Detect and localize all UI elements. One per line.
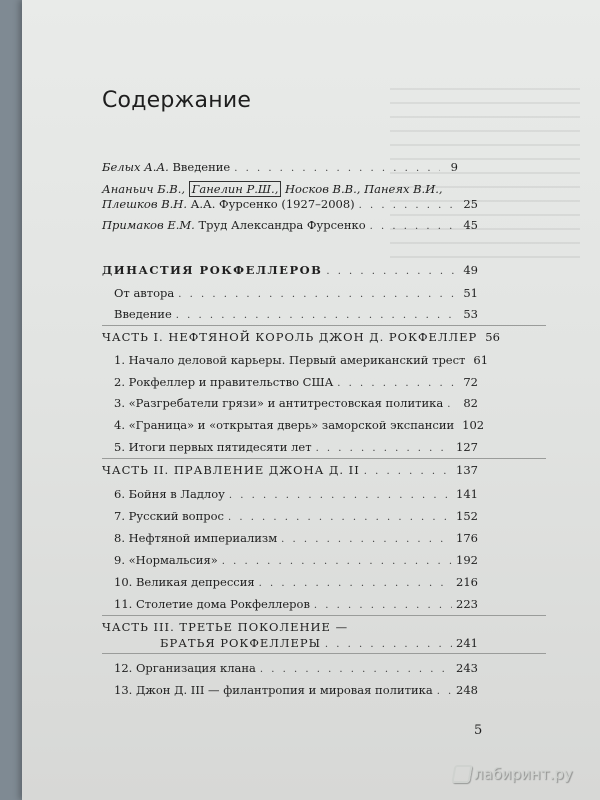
entry-page: 45 bbox=[463, 218, 478, 232]
entry-author: Ананьич Б.В., bbox=[102, 182, 186, 196]
toc-chapter bbox=[114, 440, 478, 456]
entry-author: Плешков В.Н. bbox=[102, 197, 187, 211]
entry-title: Труд Александра Фурсенко bbox=[198, 218, 366, 232]
entry-page: 9 bbox=[450, 160, 458, 174]
chapter-title: 10. Великая депрессия bbox=[114, 575, 255, 589]
toc-entry bbox=[114, 286, 478, 302]
book-title: ДИНАСТИЯ РОКФЕЛЛЕРОВ bbox=[102, 263, 323, 277]
entry-author: Носков В.В., Панеях В.И., bbox=[285, 182, 443, 196]
watermark-text: лабиринт.ру bbox=[474, 765, 573, 783]
toc-chapter bbox=[114, 509, 478, 525]
entry-page: 223 bbox=[456, 597, 478, 611]
toc-chapter bbox=[114, 661, 478, 677]
divider bbox=[102, 458, 546, 459]
entry-page: 51 bbox=[463, 286, 478, 300]
entry-page: 127 bbox=[456, 440, 478, 454]
labirint-logo-icon bbox=[451, 765, 472, 783]
entry-page: 141 bbox=[456, 487, 478, 501]
chapter-title: 5. Итоги первых пятидесяти лет bbox=[114, 440, 312, 454]
chapter-title: 8. Нефтяной империализм bbox=[114, 531, 278, 545]
chapter-title: 12. Организация клана bbox=[114, 661, 256, 675]
dot-leader bbox=[447, 398, 459, 412]
watermark bbox=[453, 765, 573, 783]
dot-leader bbox=[234, 162, 440, 176]
entry-title: Введение bbox=[114, 307, 172, 321]
part-title: ЧАСТЬ III. ТРЕТЬЕ ПОКОЛЕНИЕ — bbox=[102, 620, 349, 634]
entry-page: 49 bbox=[463, 263, 478, 277]
dot-leader bbox=[316, 442, 452, 456]
toc-chapter bbox=[114, 683, 478, 699]
dot-leader bbox=[325, 638, 452, 652]
toc-chapter bbox=[114, 418, 485, 434]
dot-leader bbox=[178, 288, 459, 302]
divider bbox=[102, 325, 546, 326]
entry-page: 176 bbox=[456, 531, 478, 545]
toc-book-title bbox=[102, 263, 478, 279]
chapter-title: 1. Начало деловой карьеры. Первый американский трест bbox=[114, 353, 466, 367]
dot-leader bbox=[337, 377, 459, 391]
entry-page: 61 bbox=[473, 353, 489, 367]
toc-entry bbox=[114, 307, 478, 323]
toc-chapter bbox=[114, 487, 478, 503]
entry-page: 241 bbox=[456, 636, 478, 650]
table-of-contents bbox=[22, 0, 600, 800]
chapter-title: 2. Рокфеллер и правительство США bbox=[114, 375, 334, 389]
entry-author-highlighted: Ганелин Р.Ш., bbox=[189, 181, 282, 197]
divider bbox=[102, 653, 546, 654]
dot-leader bbox=[370, 220, 460, 234]
dot-leader bbox=[176, 309, 460, 323]
dot-leader bbox=[364, 465, 452, 479]
entry-title: Введение bbox=[172, 160, 231, 174]
entry-page: 82 bbox=[463, 396, 478, 410]
book-page bbox=[22, 0, 600, 800]
dot-leader bbox=[437, 685, 452, 699]
page-number: 5 bbox=[474, 723, 483, 738]
part-title: ЧАСТЬ II. ПРАВЛЕНИЕ ДЖОНА Д. II bbox=[102, 463, 360, 477]
entry-page: 192 bbox=[456, 553, 478, 567]
entry-page: 56 bbox=[485, 330, 500, 344]
toc-entry-belykh bbox=[102, 160, 458, 176]
entry-page: 72 bbox=[463, 375, 478, 389]
chapter-title: 9. «Нормальсия» bbox=[114, 553, 218, 567]
entry-page: 152 bbox=[456, 509, 478, 523]
entry-page: 137 bbox=[456, 463, 478, 477]
chapter-title: 4. «Граница» и «открытая дверь» заморской экспансии bbox=[114, 418, 455, 432]
part-title: БРАТЬЯ РОКФЕЛЛЕРЫ bbox=[160, 636, 321, 650]
entry-title: От автора bbox=[114, 286, 175, 300]
toc-entry-primakov bbox=[102, 218, 478, 234]
dot-leader bbox=[228, 511, 452, 525]
chapter-title: 13. Джон Д. III — филантропия и мировая политика bbox=[114, 683, 433, 697]
toc-chapter bbox=[114, 396, 478, 412]
dot-leader bbox=[222, 555, 452, 569]
entry-page: 53 bbox=[463, 307, 478, 321]
toc-part-3 bbox=[160, 636, 478, 652]
dot-leader bbox=[314, 599, 452, 613]
toc-chapter bbox=[114, 597, 478, 613]
chapter-title: 11. Столетие дома Рокфеллеров bbox=[114, 597, 310, 611]
entry-page: 248 bbox=[456, 683, 478, 697]
entry-page: 216 bbox=[456, 575, 478, 589]
chapter-title: 3. «Разгребатели грязи» и антитрестовская политика bbox=[114, 396, 444, 410]
toc-entry-obituary-authors bbox=[102, 182, 443, 196]
entry-page: 102 bbox=[462, 418, 485, 432]
toc-part-1 bbox=[102, 330, 500, 346]
divider bbox=[102, 615, 546, 616]
toc-chapter bbox=[114, 375, 478, 391]
chapter-title: 6. Бойня в Ладлоу bbox=[114, 487, 225, 501]
entry-title: А.А. Фурсенко (1927–2008) bbox=[190, 197, 355, 211]
part-title: ЧАСТЬ I. НЕФТЯНОЙ КОРОЛЬ ДЖОН Д. РОКФЕЛЛЕР bbox=[102, 330, 478, 344]
toc-part-2 bbox=[102, 463, 478, 479]
entry-page: 25 bbox=[463, 197, 478, 211]
dot-leader bbox=[259, 577, 452, 591]
entry-page: 243 bbox=[456, 661, 478, 675]
toc-chapter bbox=[114, 353, 489, 369]
page-title: Содержание bbox=[102, 88, 252, 113]
toc-chapter bbox=[114, 575, 478, 591]
toc-chapter bbox=[114, 531, 478, 547]
dot-leader bbox=[359, 199, 460, 213]
dot-leader bbox=[260, 663, 452, 677]
entry-author: Примаков Е.М. bbox=[102, 218, 195, 232]
toc-entry-obituary bbox=[102, 197, 478, 213]
entry-author: Белых А.А. bbox=[102, 160, 169, 174]
dot-leader bbox=[326, 265, 459, 279]
toc-chapter bbox=[114, 553, 478, 569]
dot-leader bbox=[229, 489, 452, 503]
dot-leader bbox=[281, 533, 452, 547]
chapter-title: 7. Русский вопрос bbox=[114, 509, 224, 523]
